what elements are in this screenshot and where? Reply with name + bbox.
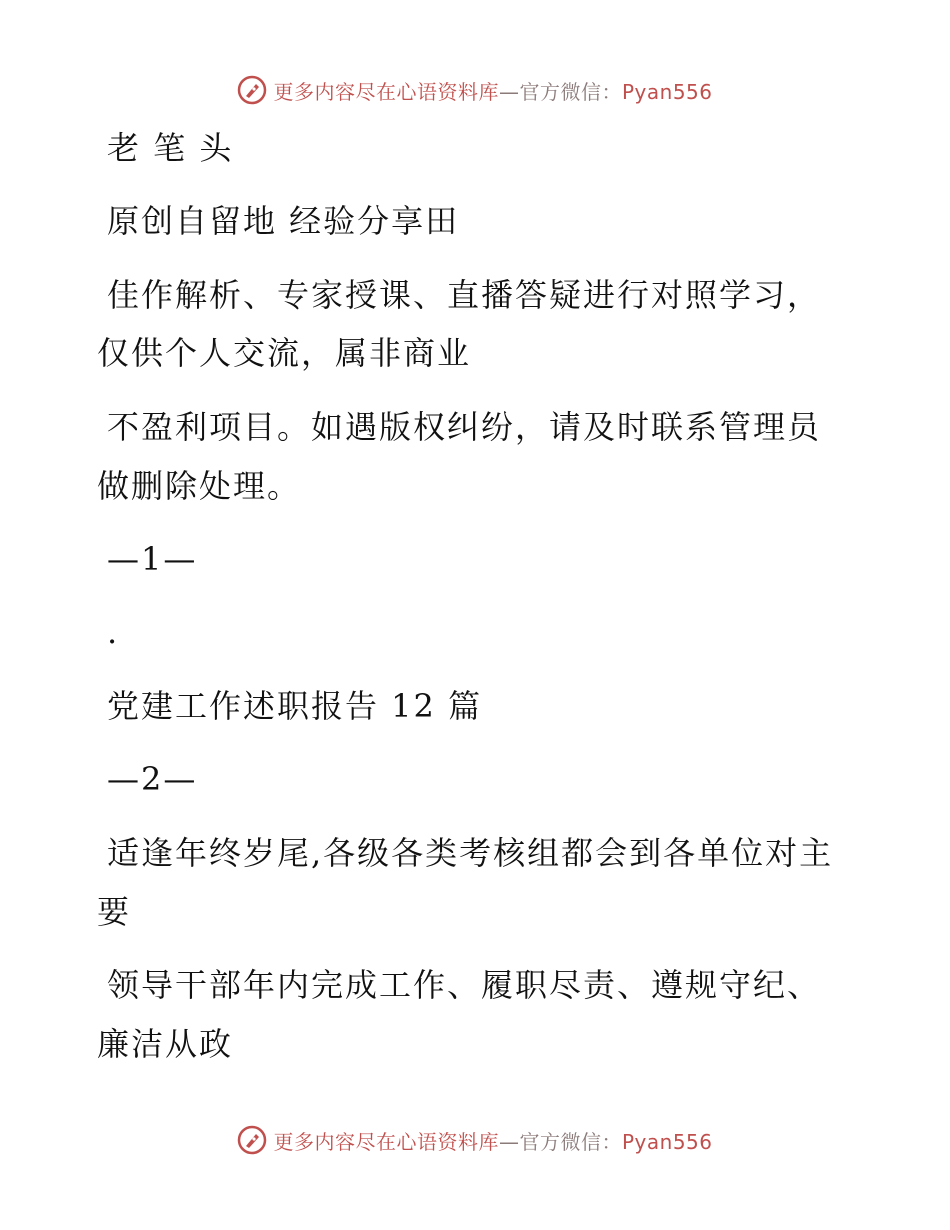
doc-line: 要 — [97, 893, 132, 931]
doc-line: 适逢年终岁尾,各级各类考核组都会到各单位对主 — [107, 834, 834, 872]
doc-line: 不盈利项目。如遇版权纠纷，请及时联系管理员 — [107, 408, 822, 446]
doc-heading-line: 党建工作述职报告 12 篇 — [107, 687, 483, 725]
banner-site-text: 更多内容尽在心语资料库 — [273, 1129, 499, 1154]
banner-site-text: 更多内容尽在心语资料库 — [273, 79, 499, 104]
pen-nib-logo-icon — [237, 1125, 267, 1155]
doc-line: 仅供个人交流，属非商业 — [97, 334, 472, 372]
header-watermark-banner — [0, 70, 950, 110]
doc-line: 原创自留地 经验分享田 — [107, 202, 460, 240]
banner-wechat-label: 官方微信： — [519, 1129, 622, 1154]
banner-separator: — — [498, 1129, 520, 1154]
doc-line: 廉洁从政 — [97, 1025, 234, 1063]
page-marker-2: —2— — [107, 760, 198, 798]
banner-wechat-account: Pyan556 — [621, 1129, 713, 1154]
banner-wechat-label: 官方微信： — [519, 79, 622, 104]
banner-separator: — — [498, 79, 520, 104]
doc-title-line: 老 笔 头 — [107, 129, 234, 167]
doc-line: 领导干部年内完成工作、履职尽责、遵规守纪、 — [107, 966, 822, 1004]
footer-watermark-banner — [0, 1120, 950, 1160]
doc-line: 佳作解析、专家授课、直播答疑进行对照学习， — [107, 276, 822, 314]
doc-line: 做删除处理。 — [97, 467, 302, 505]
page-marker-1: —1— — [107, 540, 198, 578]
banner-wechat-account: Pyan556 — [621, 79, 713, 104]
doc-dot-line: . — [107, 613, 120, 651]
pen-nib-logo-icon — [237, 75, 267, 105]
